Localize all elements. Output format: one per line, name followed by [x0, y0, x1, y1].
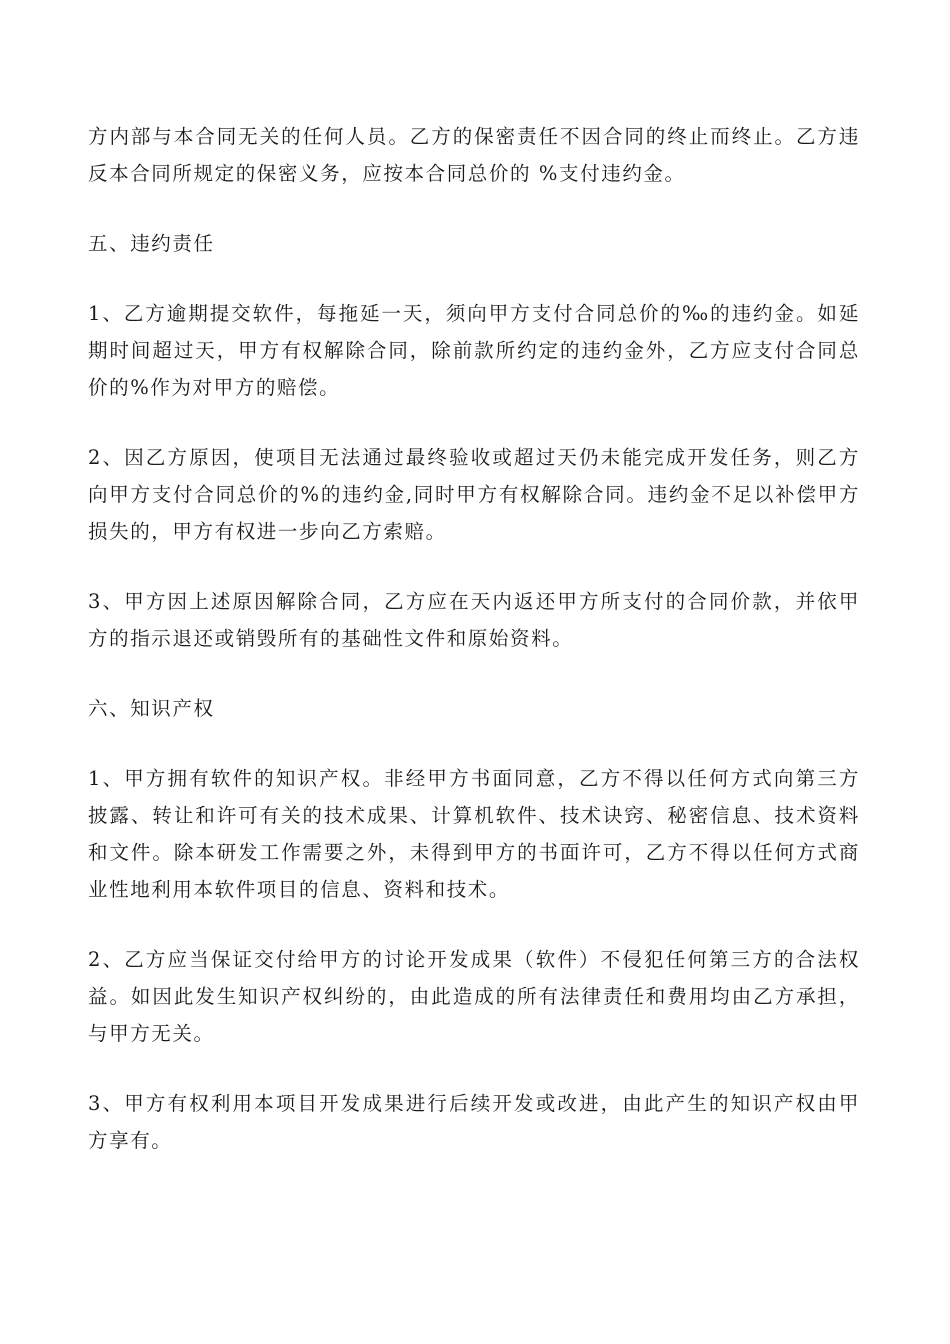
breach-clause-1: 1、乙方逾期提交软件，每拖延一天，须向甲方支付合同总价的‰的违约金。如延期时间超过天，甲方有权解除合同，除前款所约定的违约金外，乙方应支付合同总价的%作为对甲方的赔偿。: [88, 302, 860, 399]
ip-clause-2: 2、乙方应当保证交付给甲方的讨论开发成果（软件）不侵犯任何第三方的合法权益。如因此发生知识产权纠纷的，由此造成的所有法律责任和费用均由乙方承担，与甲方无关。: [88, 948, 860, 1045]
section-heading-ip: 六、知识产权: [88, 697, 215, 720]
paragraph-confidentiality-end: 方内部与本合同无关的任何人员。乙方的保密责任不因合同的终止而终止。乙方违反本合同所规定的保密义务，应按本合同总价的 %支付违约金。: [88, 125, 860, 185]
document-body: [88, 118, 860, 1192]
ip-clause-1: 1、甲方拥有软件的知识产权。非经甲方书面同意，乙方不得以任何方式向第三方披露、转让和许可有关的技术成果、计算机软件、技术诀窍、秘密信息、技术资料和文件。除本研发工作需要之外，未得到甲方的书面许可，乙方不得以任何方式商业性地利用本软件项目的信息、资料和技术。: [88, 767, 860, 901]
ip-clause-3: 3、甲方有权利用本项目开发成果进行后续开发或改进，由此产生的知识产权由甲方享有。: [88, 1092, 860, 1152]
breach-clause-2: 2、因乙方原因，使项目无法通过最终验收或超过天仍未能完成开发任务，则乙方向甲方支付合同总价的%的违约金,同时甲方有权解除合同。违约金不足以补偿甲方损失的，甲方有权进一步向乙方索赔。: [88, 446, 860, 543]
breach-clause-3: 3、甲方因上述原因解除合同，乙方应在天内返还甲方所支付的合同价款，并依甲方的指示退还或销毁所有的基础性文件和原始资料。: [88, 590, 860, 650]
section-heading-breach: 五、违约责任: [88, 232, 215, 255]
